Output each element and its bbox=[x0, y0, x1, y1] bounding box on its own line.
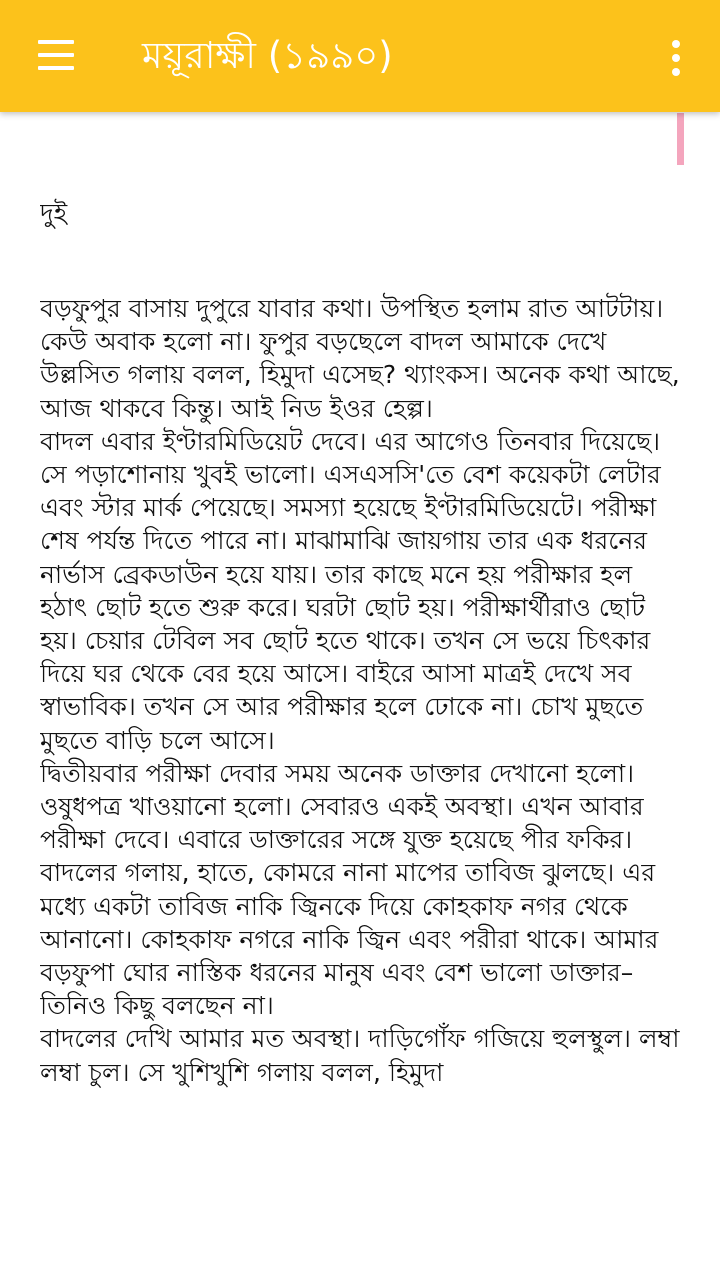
more-vert-icon bbox=[672, 40, 680, 48]
hamburger-menu-icon-bar bbox=[38, 66, 74, 70]
app-bar bbox=[0, 0, 720, 112]
paragraph: বড়ফুপুর বাসায় দুপুরে যাবার কথা। উপস্থিত হলাম রাত আটটায়। কেউ অবাক হলো না। ফুপুর বড়ছেলে বাদল আমাকে দেখে উল্লসিত গলায় বলল, হিমুদা এসেছ? থ্যাংকস। অনেক কথা আছে, আজ থাকবে কিন্তু। আই নিড ইওর হেল্প। bbox=[40, 294, 680, 423]
chapter-body bbox=[40, 292, 682, 1089]
paragraph: দ্বিতীয়বার পরীক্ষা দেবার সময় অনেক ডাক্তার দেখানো হলো। ওষুধপত্র খাওয়ানো হলো। সেবারও একই অবস্থা। এখন আবার পরীক্ষা দেবে। এবারে ডাক্তারের সঙ্গে যুক্ত হয়েছে পীর ফকির। বাদলের গলায়, হাতে, কোমরে নানা মাপের তাবিজ ঝুলছে। এর মধ্যে একটা তাবিজ নাকি জ্বিনকে দিয়ে কোহকাফ নগর থেকে আনানো। কোহকাফ নগরে নাকি জ্বিন এবং পরীরা থাকে। আমার বড়ফুপা ঘোর নাস্তিক ধরনের মানুষ এবং বেশ ভালো ডাক্তার–তিনিও কিছু বলছেন না। bbox=[40, 758, 659, 1021]
reading-content[interactable] bbox=[40, 112, 682, 1192]
hamburger-menu-icon-bar bbox=[38, 53, 74, 57]
paragraph: বাদল এবার ইণ্টারমিডিয়েট দেবে। এর আগেও তিনবার দিয়েছে। সে পড়াশোনায় খুবই ভালো। এসএসসি'তে বেশ কয়েকটা লেটার এবং স্টার মার্ক পেয়েছে। সমস্যা হয়েছে ইণ্টারমিডিয়েটে। পরীক্ষা শেষ পর্যন্ত দিতে পারে না। মাঝামাঝি জায়গায় তার এক ধরনের নার্ভাস ব্রেকডাউন হয়ে যায়। তার কাছে মনে হয় পরীক্ষার হল হঠাৎ ছোট হতে শুরু করে। ঘরটা ছোট হয়। পরীক্ষার্থীরাও ছোট হয়। চেয়ার টেবিল সব ছোট হতে থাকে। তখন সে ভয়ে চিৎকার দিয়ে ঘর থেকে বের হয়ে আসে। বাইরে আসা মাত্রই দেখে সব স্বাভাবিক। তখন সে আর পরীক্ষার হলে ঢোকে না। চোখ মুছতে মুছতে বাড়ি চলে আসে। bbox=[40, 426, 661, 755]
paragraph: বাদলের দেখি আমার মত অবস্থা। দাড়িগোঁফ গজিয়ে হুলস্থুল। লম্বা লম্বা চুল। সে খুশিখুশি গলায় বলল, হিমুদা bbox=[40, 1024, 680, 1087]
hamburger-menu-icon bbox=[38, 40, 74, 44]
more-vert-icon-dot bbox=[672, 54, 680, 62]
chapter-heading: দুই bbox=[40, 199, 68, 229]
more-options-button[interactable] bbox=[650, 26, 702, 86]
book-title: ময়ূরাক্ষী (১৯৯০) bbox=[142, 34, 393, 77]
more-vert-icon-dot bbox=[672, 68, 680, 76]
menu-button[interactable] bbox=[22, 22, 90, 90]
